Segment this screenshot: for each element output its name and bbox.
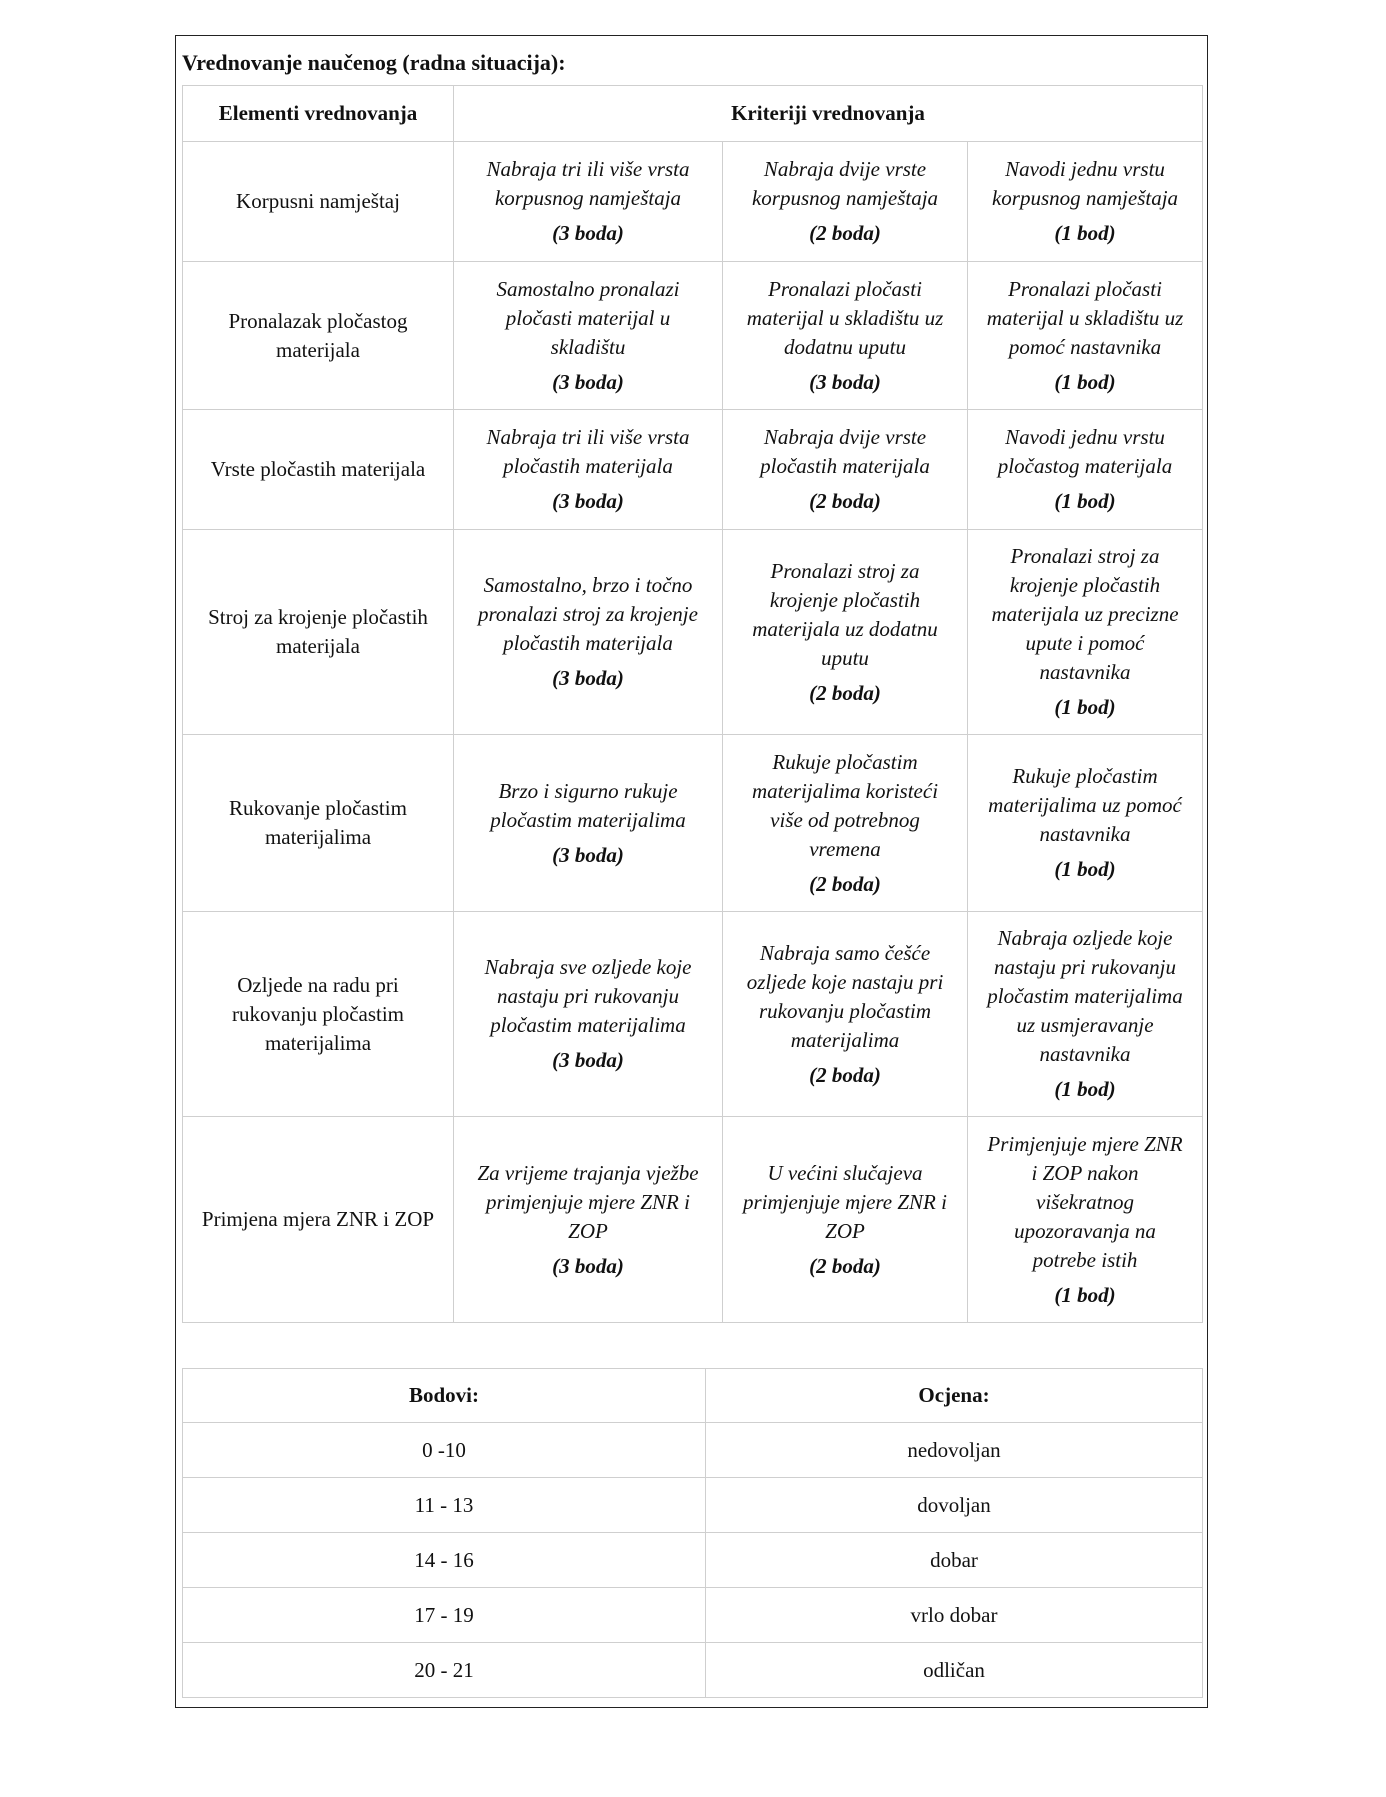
criterion-line: Pronalazi pločasti bbox=[1008, 276, 1162, 301]
criterion-line: Rukuje pločastim bbox=[772, 749, 918, 774]
table-row bbox=[183, 410, 1203, 530]
criterion-line: upozoravanja na bbox=[1014, 1218, 1156, 1243]
criterion-line: Za vrijeme trajanja vježbe bbox=[477, 1160, 699, 1185]
criterion-line: pomoć nastavnika bbox=[1008, 334, 1162, 359]
criterion-line: više od potrebnog bbox=[770, 807, 920, 832]
element-line: Rukovanje pločastim bbox=[229, 796, 407, 820]
criterion-line: korpusnog namještaja bbox=[991, 186, 1179, 210]
element-line: materijalima bbox=[264, 1030, 372, 1055]
element-line: materijala bbox=[276, 634, 360, 658]
points-label: (2 boda) bbox=[809, 489, 881, 513]
criterion-cell bbox=[454, 262, 723, 410]
table-row bbox=[183, 1533, 1203, 1588]
criterion-line: Nabraja tri ili više vrsta bbox=[486, 425, 690, 449]
element-line: materijala bbox=[276, 337, 360, 362]
criterion-line: materijala uz precizne bbox=[991, 602, 1179, 626]
points-label: (1 bod) bbox=[1054, 369, 1116, 394]
points-label: (3 boda) bbox=[552, 842, 624, 867]
grade-name: nedovoljan bbox=[706, 1423, 1203, 1478]
table-row bbox=[183, 1588, 1203, 1643]
criterion-cell bbox=[968, 530, 1203, 735]
points-label: (3 boda) bbox=[809, 369, 881, 394]
element-line: Vrste pločastih materijala bbox=[210, 457, 426, 481]
criterion-cell bbox=[968, 142, 1203, 262]
criterion-line: pločastim materijalima bbox=[987, 984, 1183, 1008]
criterion-line: Rukuje pločastim bbox=[1012, 764, 1158, 788]
criterion-line: Nabraja tri ili više vrsta bbox=[486, 157, 690, 181]
criterion-line: Nabraja sve ozljede koje bbox=[484, 955, 692, 979]
table-row bbox=[183, 1423, 1203, 1478]
criterion-line: korpusnog namještaja bbox=[751, 186, 939, 210]
element-cell bbox=[183, 262, 454, 410]
criterion-cell bbox=[968, 1117, 1203, 1323]
criterion-line: U većini slučajeva bbox=[767, 1160, 923, 1185]
points-label: (1 bod) bbox=[1054, 695, 1116, 719]
table-row bbox=[183, 1643, 1203, 1698]
table-row bbox=[183, 262, 1203, 410]
criterion-cell bbox=[723, 912, 968, 1117]
element-line: Korpusni namještaj bbox=[236, 189, 400, 213]
criterion-line: i ZOP nakon bbox=[1031, 1160, 1139, 1185]
criterion-line: Pronalazi pločasti bbox=[768, 276, 922, 301]
points-label: (2 boda) bbox=[809, 1062, 881, 1087]
points-range: 0 -10 bbox=[183, 1423, 706, 1478]
grade-name: dovoljan bbox=[706, 1478, 1203, 1533]
criterion-line: Primjenjuje mjere ZNR bbox=[987, 1131, 1183, 1156]
criterion-line: materijal u skladištu uz bbox=[986, 305, 1184, 330]
criterion-line: pločasti materijal u bbox=[505, 305, 671, 330]
criterion-line: nastavnika bbox=[1039, 822, 1131, 846]
criterion-cell bbox=[454, 1117, 723, 1323]
grade-name: vrlo dobar bbox=[706, 1588, 1203, 1643]
criterion-line: materijala uz dodatnu bbox=[752, 616, 938, 641]
grade-name: dobar bbox=[706, 1533, 1203, 1588]
criterion-cell bbox=[968, 262, 1203, 410]
element-cell bbox=[183, 735, 454, 912]
criterion-line: pločastim materijalima bbox=[490, 1013, 686, 1037]
criterion-line: dodatnu uputu bbox=[784, 334, 906, 359]
criterion-line: materijalima koristeći bbox=[751, 778, 939, 803]
criterion-cell bbox=[968, 735, 1203, 912]
criterion-cell bbox=[723, 410, 968, 530]
points-label: (1 bod) bbox=[1054, 1077, 1116, 1101]
criterion-cell bbox=[723, 142, 968, 262]
criterion-cell bbox=[723, 530, 968, 735]
points-label: (2 boda) bbox=[809, 221, 881, 245]
points-label: (1 bod) bbox=[1054, 221, 1116, 245]
criterion-line: pločastim materijalima bbox=[490, 807, 686, 832]
criterion-line: ozljede koje nastaju pri bbox=[746, 969, 944, 994]
criterion-line: upute i pomoć bbox=[1025, 631, 1145, 655]
element-cell bbox=[183, 410, 454, 530]
criterion-cell bbox=[454, 912, 723, 1117]
criterion-line: Nabraja dvije vrste bbox=[763, 157, 927, 181]
points-label: (3 boda) bbox=[552, 1253, 624, 1278]
grades-table bbox=[182, 1368, 1203, 1698]
criterion-cell bbox=[454, 735, 723, 912]
criterion-line: Nabraja dvije vrste bbox=[763, 425, 927, 449]
header-points: Bodovi: bbox=[183, 1369, 706, 1423]
grade-name: odličan bbox=[706, 1643, 1203, 1698]
criterion-line: krojenje pločastih bbox=[1009, 573, 1161, 597]
element-line: Stroj za krojenje pločastih bbox=[208, 605, 428, 629]
header-criteria: Kriteriji vrednovanja bbox=[454, 86, 1203, 142]
element-cell bbox=[183, 1117, 454, 1323]
points-label: (3 boda) bbox=[552, 1048, 624, 1072]
criterion-line: nastaju pri rukovanju bbox=[497, 984, 679, 1008]
criterion-line: pločastih materijala bbox=[503, 631, 673, 655]
element-line: Ozljede na radu pri bbox=[237, 972, 399, 997]
points-range: 20 - 21 bbox=[183, 1643, 706, 1698]
criterion-line: Nabraja ozljede koje bbox=[997, 926, 1173, 950]
criterion-line: višekratnog bbox=[1036, 1189, 1134, 1214]
element-cell bbox=[183, 530, 454, 735]
table-row bbox=[183, 1478, 1203, 1533]
criterion-cell bbox=[454, 410, 723, 530]
criterion-line: materijalima bbox=[790, 1027, 900, 1052]
criterion-line: skladištu bbox=[550, 334, 626, 359]
criterion-line: Brzo i sigurno rukuje bbox=[498, 778, 678, 803]
criterion-cell bbox=[723, 262, 968, 410]
criterion-cell bbox=[454, 142, 723, 262]
criterion-line: materijalima uz pomoć bbox=[988, 793, 1182, 817]
points-label: (3 boda) bbox=[552, 666, 624, 690]
points-label: (3 boda) bbox=[552, 489, 624, 513]
criterion-line: nastavnika bbox=[1039, 660, 1131, 684]
criterion-cell bbox=[723, 735, 968, 912]
criterion-line: Navodi jednu vrstu bbox=[1005, 157, 1165, 181]
criterion-cell bbox=[723, 1117, 968, 1323]
element-cell bbox=[183, 142, 454, 262]
table-row bbox=[183, 912, 1203, 1117]
element-line: Pronalazak pločastog bbox=[228, 308, 408, 333]
criterion-line: uputu bbox=[821, 645, 869, 670]
criterion-line: primjenjuje mjere ZNR i bbox=[486, 1189, 690, 1214]
rubric-table bbox=[182, 85, 1203, 1323]
criterion-line: uz usmjeravanje bbox=[1016, 1013, 1154, 1037]
criterion-cell bbox=[454, 530, 723, 735]
criterion-line: ZOP bbox=[825, 1218, 865, 1243]
points-label: (1 bod) bbox=[1054, 489, 1116, 513]
header-grade: Ocjena: bbox=[706, 1369, 1203, 1423]
table-row bbox=[183, 735, 1203, 912]
element-line: rukovanju pločastim bbox=[231, 1001, 405, 1026]
criterion-line: rukovanju pločastim bbox=[758, 998, 932, 1023]
criterion-line: korpusnog namještaja bbox=[494, 186, 682, 210]
criterion-line: materijal u skladištu uz bbox=[746, 305, 944, 330]
points-label: (3 boda) bbox=[552, 369, 624, 394]
points-range: 14 - 16 bbox=[183, 1533, 706, 1588]
points-range: 11 - 13 bbox=[183, 1478, 706, 1533]
section-title: Vrednovanje naučenog (radna situacija): bbox=[182, 50, 566, 75]
points-label: (2 boda) bbox=[809, 1253, 881, 1278]
criterion-line: ZOP bbox=[568, 1218, 608, 1243]
points-label: (1 bod) bbox=[1054, 857, 1116, 881]
points-label: (3 boda) bbox=[552, 221, 624, 245]
table-row bbox=[183, 142, 1203, 262]
rubric-header-row bbox=[183, 86, 1203, 142]
header-elements: Elementi vrednovanja bbox=[183, 86, 454, 142]
criterion-line: Navodi jednu vrstu bbox=[1005, 425, 1165, 449]
criterion-line: primjenjuje mjere ZNR i bbox=[743, 1189, 947, 1214]
points-range: 17 - 19 bbox=[183, 1588, 706, 1643]
criterion-line: nastaju pri rukovanju bbox=[994, 955, 1176, 979]
element-line: Primjena mjera ZNR i ZOP bbox=[201, 1207, 435, 1231]
criterion-line: krojenje pločastih bbox=[769, 587, 921, 612]
criterion-line: Samostalno, brzo i točno bbox=[483, 573, 693, 597]
criterion-line: Nabraja samo češće bbox=[759, 940, 931, 965]
points-label: (2 boda) bbox=[809, 871, 881, 896]
criterion-line: Pronalazi stroj za bbox=[770, 558, 920, 583]
criterion-line: pločastih materijala bbox=[503, 454, 673, 478]
table-row bbox=[183, 1117, 1203, 1323]
criterion-line: vremena bbox=[809, 836, 881, 861]
criterion-line: pločastih materijala bbox=[760, 454, 930, 478]
points-label: (1 bod) bbox=[1054, 1282, 1116, 1307]
criterion-line: pločastog materijala bbox=[997, 454, 1173, 478]
criterion-cell bbox=[968, 912, 1203, 1117]
criterion-line: pronalazi stroj za krojenje bbox=[478, 602, 698, 626]
element-cell bbox=[183, 912, 454, 1117]
criterion-line: potrebe istih bbox=[1032, 1247, 1138, 1272]
criterion-cell bbox=[968, 410, 1203, 530]
criterion-line: Samostalno pronalazi bbox=[496, 276, 680, 301]
criterion-line: Pronalazi stroj za bbox=[1010, 544, 1160, 568]
table-row bbox=[183, 530, 1203, 735]
element-line: materijalima bbox=[264, 825, 372, 849]
points-label: (2 boda) bbox=[809, 680, 881, 705]
grades-header-row bbox=[183, 1369, 1203, 1423]
criterion-line: nastavnika bbox=[1039, 1042, 1131, 1066]
